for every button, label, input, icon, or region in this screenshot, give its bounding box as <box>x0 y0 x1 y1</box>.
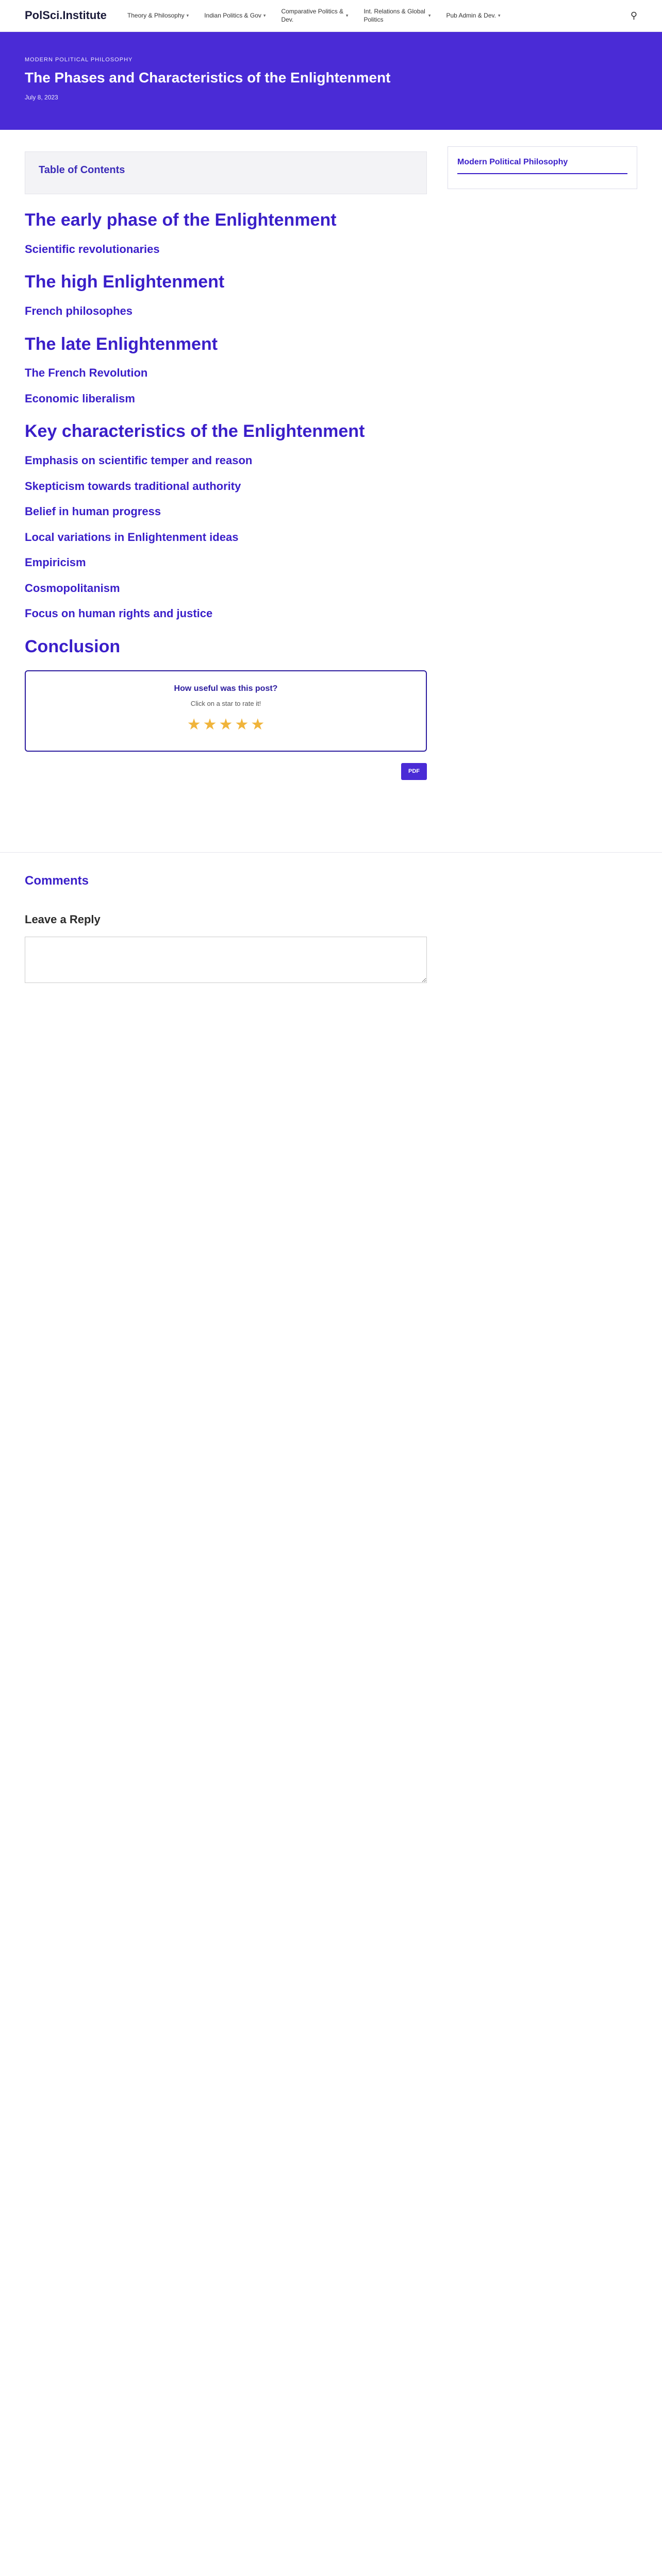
subsection-heading: Local variations in Enlightenment ideas <box>25 530 239 544</box>
comments-title: Comments <box>25 873 89 888</box>
reply-title: Leave a Reply <box>25 913 101 926</box>
post-hero <box>0 32 662 130</box>
post-category[interactable]: MODERN POLITICAL PHILOSOPHY <box>25 57 133 63</box>
star-icon[interactable]: ★ <box>203 716 217 734</box>
comments-section <box>0 852 662 987</box>
post-navigation <box>25 798 427 816</box>
sidebar-box <box>448 146 637 189</box>
subsection-heading: Empiricism <box>25 556 86 569</box>
subsection-heading: The French Revolution <box>25 366 148 380</box>
article-sections <box>25 210 427 657</box>
toc-title: Table of Contents <box>39 164 125 176</box>
main-menu <box>127 8 610 24</box>
subsection-heading: French philosophes <box>25 304 133 318</box>
subsection-heading: Scientific revolutionaries <box>25 242 160 256</box>
rating-widget <box>25 670 427 751</box>
site-logo[interactable]: PolSci.Institute <box>25 9 107 22</box>
rating-title: How useful was this post? <box>174 684 278 693</box>
article-section <box>25 421 427 620</box>
article-section <box>25 334 427 406</box>
rating-subtitle: Click on a star to rate it! <box>190 700 261 708</box>
chevron-down-icon: ▾ <box>263 12 266 18</box>
section-heading: The high Enlightenment <box>25 272 225 292</box>
nav-item-label: Int. Relations & Global Politics <box>363 7 425 23</box>
subsection-heading: Economic liberalism <box>25 392 135 405</box>
subsection-heading: Belief in human progress <box>25 505 161 518</box>
table-of-contents <box>25 151 427 194</box>
sidebar-title: Modern Political Philosophy <box>457 156 627 174</box>
subsection-heading: Cosmopolitanism <box>25 581 120 595</box>
star-icon[interactable]: ★ <box>251 716 265 734</box>
post-title: The Phases and Characteristics of the Enlightenment <box>25 70 391 86</box>
nav-item[interactable] <box>127 8 189 24</box>
nav-item-label: Indian Politics & Gov <box>204 11 261 19</box>
section-heading: Conclusion <box>25 636 121 656</box>
nav-item[interactable] <box>446 8 500 24</box>
star-icon[interactable]: ★ <box>219 716 233 734</box>
section-heading: The late Enlightenment <box>25 334 218 354</box>
search-icon[interactable]: ⚲ <box>630 10 637 21</box>
section-heading: The early phase of the Enlightenment <box>25 210 337 230</box>
nav-item-label: Pub Admin & Dev. <box>446 11 496 19</box>
section-heading: Key characteristics of the Enlightenment <box>25 421 365 442</box>
star-icon[interactable]: ★ <box>235 716 249 734</box>
chevron-down-icon: ▾ <box>345 12 349 18</box>
top-nav <box>0 0 662 32</box>
chevron-down-icon: ▾ <box>498 12 501 18</box>
article-section <box>25 272 427 318</box>
reply-form <box>25 911 637 987</box>
pdf-row <box>25 763 427 780</box>
sidebar <box>448 146 637 189</box>
subsection-heading: Skepticism towards traditional authority <box>25 479 241 493</box>
pdf-button[interactable]: PDF <box>401 763 427 780</box>
star-rating <box>26 713 426 737</box>
comment-field[interactable] <box>25 937 427 983</box>
nav-item-label: Theory & Philosophy <box>127 11 185 19</box>
nav-item[interactable] <box>363 8 431 24</box>
article-section <box>25 636 427 657</box>
star-icon[interactable]: ★ <box>187 716 201 734</box>
nav-item[interactable] <box>281 8 348 24</box>
nav-item-label: Comparative Politics & Dev. <box>281 7 344 23</box>
article-section <box>25 210 427 256</box>
chevron-down-icon: ▾ <box>186 12 189 18</box>
chevron-down-icon: ▾ <box>428 12 431 18</box>
article <box>25 146 427 852</box>
content-wrap <box>0 130 662 852</box>
subsection-heading: Focus on human rights and justice <box>25 607 213 620</box>
post-date: July 8, 2023 <box>25 94 58 101</box>
subsection-heading: Emphasis on scientific temper and reason <box>25 454 253 467</box>
nav-item[interactable] <box>204 8 266 24</box>
